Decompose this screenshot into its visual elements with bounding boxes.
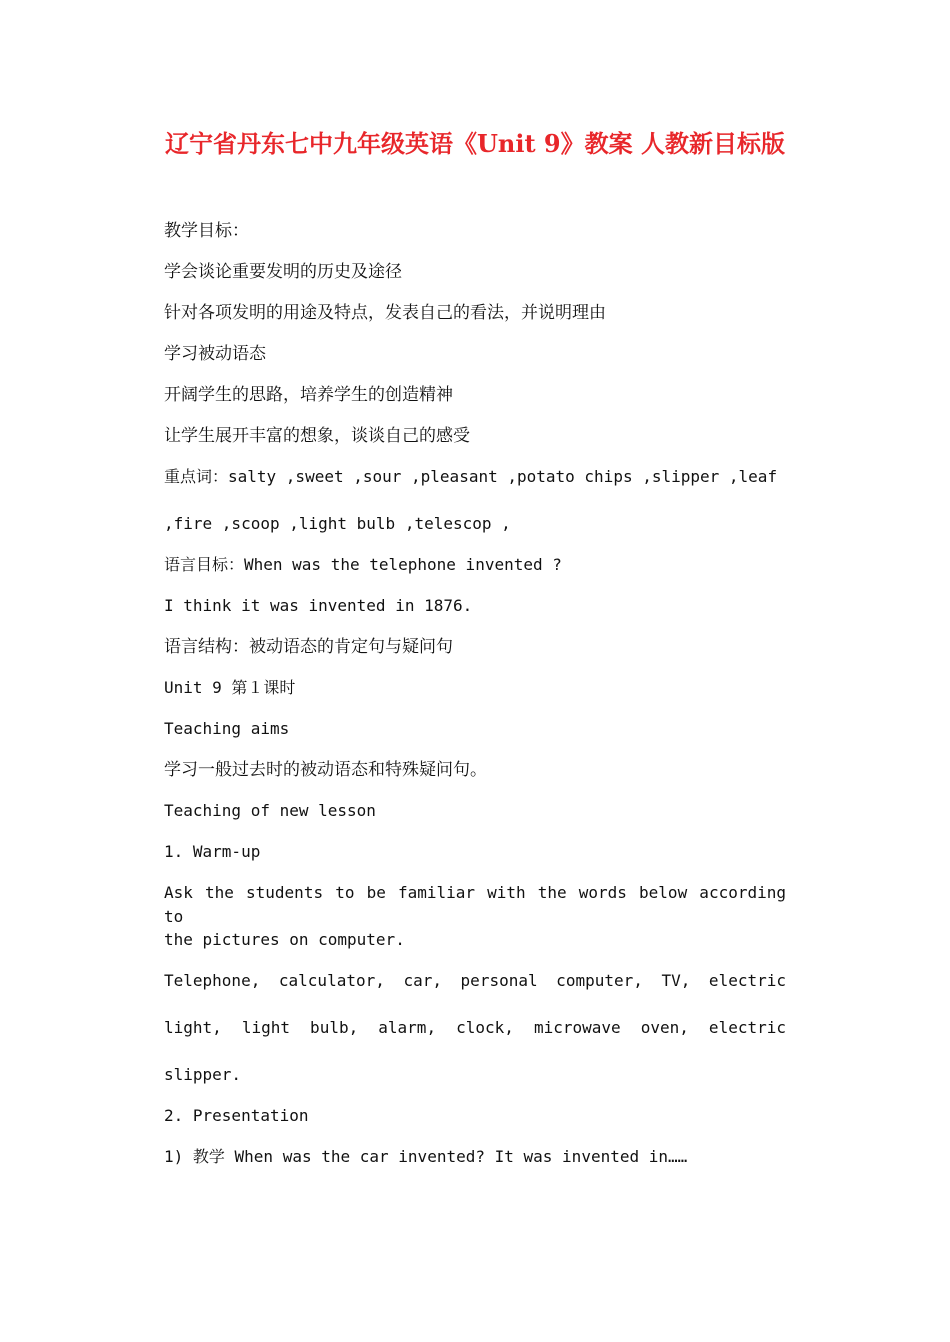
text-line-teaching-aims: Teaching aims (164, 719, 290, 738)
text-line-unit-lesson: Unit 9 第１课时 (164, 678, 296, 697)
text-line-language-goal: 语言目标：When was the telephone invented ? (164, 555, 562, 574)
text-line-word-list-3: slipper. (164, 1065, 242, 1084)
text-line-key-words-cont: ,fire ,scoop ,light bulb ,telescop , (164, 514, 511, 533)
text-line-warm-up-instruction: Ask the students to be familiar with the words below according to (164, 883, 786, 926)
text-line-goal-4: 开阔学生的思路，培养学生的创造精神 (164, 385, 453, 405)
document-title: 辽宁省丹东七中九年级英语《Unit 9》教案 人教新目标版 (165, 129, 785, 158)
text-line-teaching-new-lesson: Teaching of new lesson (164, 801, 376, 820)
text-line-goal-1: 学会谈论重要发明的历史及途径 (164, 262, 402, 282)
text-line-word-list-1: Telephone, calculator, car, personal computer, TV, electric (164, 971, 786, 990)
text-line-key-words: 重点词：salty ,sweet ,sour ,pleasant ,potato chips ,slipper ,leaf (164, 467, 778, 486)
text-line-goal-5: 让学生展开丰富的想象，谈谈自己的感受 (164, 426, 470, 446)
text-line-goal-3: 学习被动语态 (164, 344, 266, 364)
text-line-language-goal-answer: I think it was invented in 1876. (164, 596, 473, 615)
text-line-warm-up: 1. Warm-up (164, 842, 261, 861)
text-line-presentation-step-1: 1) 教学 When was the car invented? It was invented in…… (164, 1147, 688, 1166)
text-line-aims-content: 学习一般过去时的被动语态和特殊疑问句。 (164, 760, 487, 780)
text-line-word-list-2: light, light bulb, alarm, clock, microwave oven, electric (164, 1018, 786, 1037)
text-line-warm-up-instruction-cont: the pictures on computer. (164, 930, 405, 949)
text-line-teaching-goals-heading: 教学目标： (164, 221, 249, 241)
text-line-language-structure: 语言结构：被动语态的肯定句与疑问句 (164, 637, 453, 657)
text-line-presentation: 2. Presentation (164, 1106, 309, 1125)
text-line-goal-2: 针对各项发明的用途及特点，发表自己的看法，并说明理由 (164, 303, 606, 323)
